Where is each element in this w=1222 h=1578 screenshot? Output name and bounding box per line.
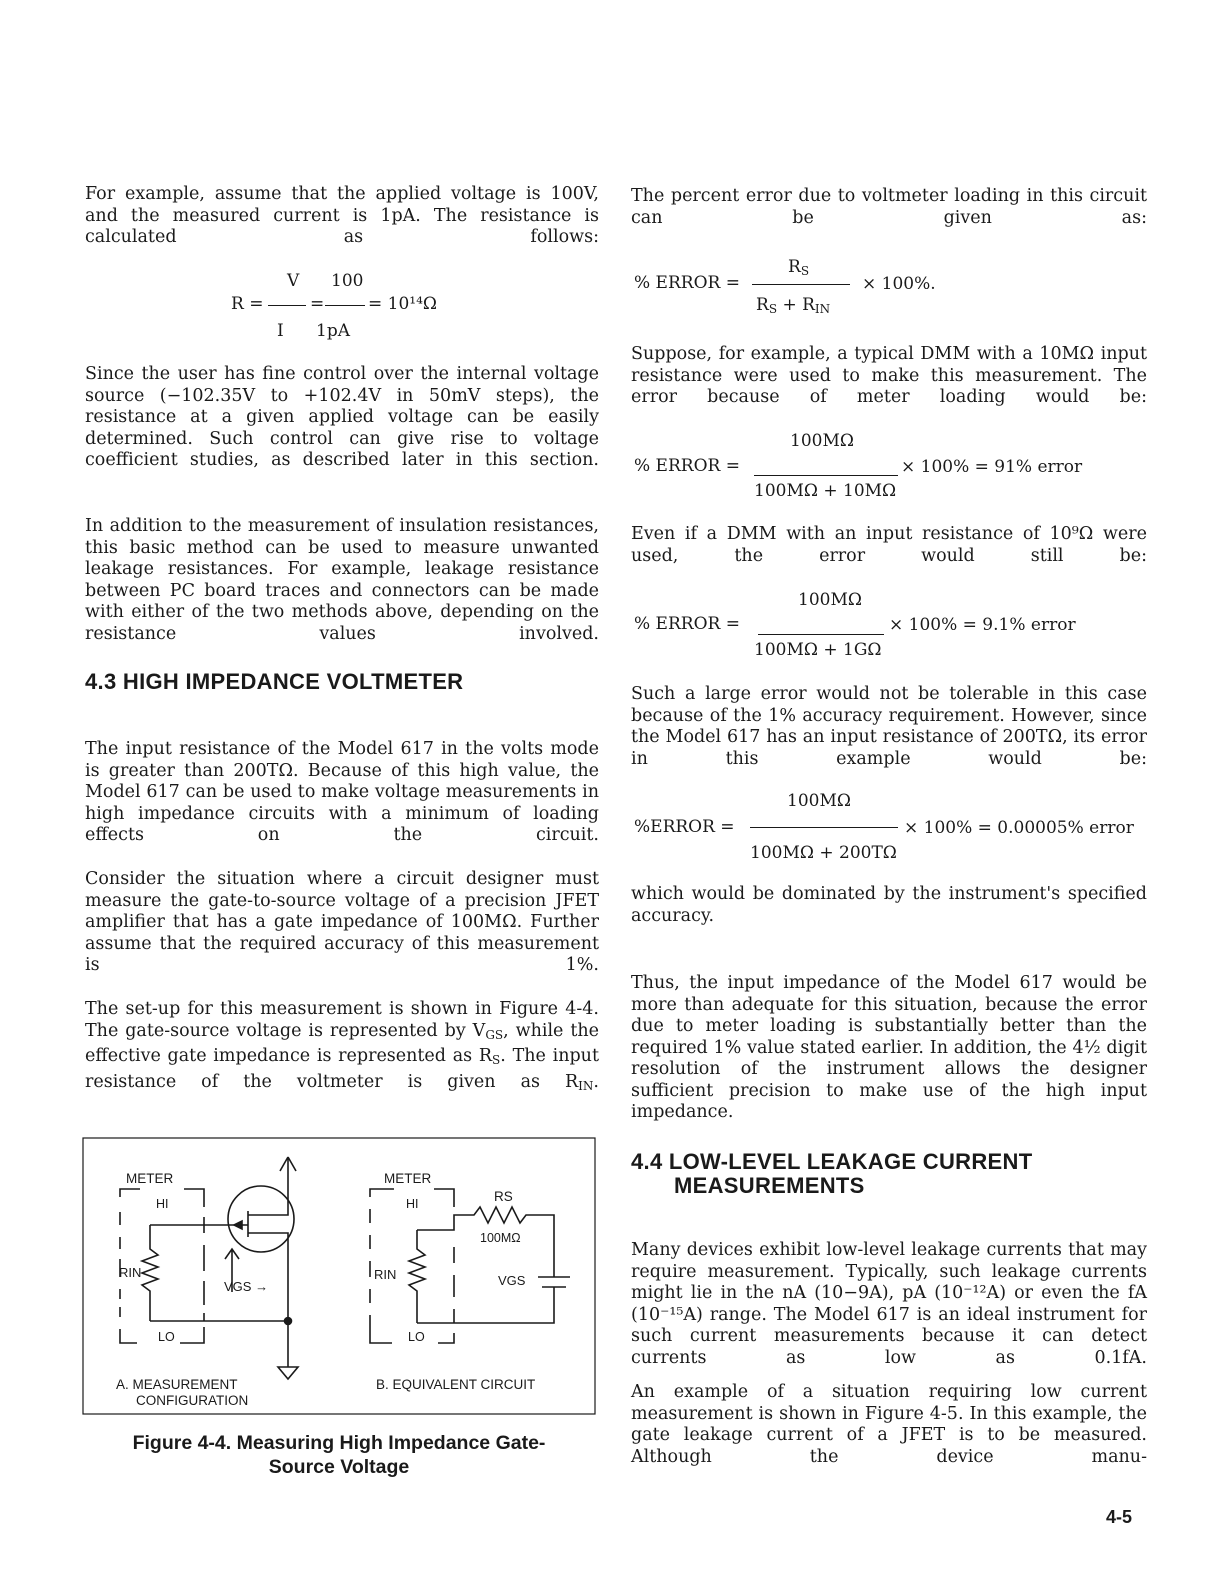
- eq1-label: % ERROR =: [634, 273, 740, 293]
- figure-caption: Figure 4-4. Measuring High Impedance Gate- Source Voltage: [132, 1432, 546, 1478]
- percent-error-intro: The percent error due to voltmeter loading in this circuit can be given as:: [631, 186, 1147, 228]
- rin-a-label: RIN: [119, 1265, 142, 1280]
- lo-b-label: LO: [408, 1330, 425, 1344]
- eq-v: V: [287, 271, 300, 291]
- thus-paragraph: Thus, the input impedance of the Model 617 would be more than adequate for this situation, because the error due to meter loading is substantially better than the required 1% value stated earlier. In addition, the 4½ digit resolution of the instrument allows the designer sufficient precision to make use of the high input impedance.: [631, 973, 1147, 1122]
- eq-i: I: [277, 321, 284, 341]
- caption-a-line2: CONFIGURATION: [136, 1393, 249, 1408]
- res-b-label: 100MΩ: [480, 1231, 521, 1245]
- hi-a-label: HI: [156, 1197, 169, 1211]
- figure-4-5-paragraph: An example of a situation requiring low current measurement is shown in Figure 4-5. In this example, the gate leakage current of a JFET is to be measured. Although the device manu-: [631, 1382, 1147, 1467]
- rin-b-label: RIN: [374, 1267, 397, 1282]
- rs-b-label: RS: [494, 1189, 513, 1204]
- eq1-tail: × 100%.: [862, 274, 936, 294]
- large-error-paragraph: Such a large error would not be tolerable in this case because of the 1% accuracy requirement. However, since the Model 617 has an input resistance of 200TΩ, its error in this example would be:: [631, 684, 1147, 769]
- vgs-b-label: VGS: [498, 1273, 526, 1288]
- voltage-source-paragraph: Since the user has fine control over the internal voltage source (−102.35V to +102.4V in 50mV steps), the resistance at a given applied voltage can be easily determined. Such control can give rise to voltage coefficient studies, as described later in this section.: [85, 364, 599, 470]
- meter-a-label: METER: [126, 1171, 174, 1186]
- eq-r: R =: [231, 294, 264, 314]
- fraction-bar-2: [325, 305, 365, 306]
- setup-paragraph: The set-up for this measurement is shown in Figure 4-4. The gate-source voltage is represented by $V_{GS}$, while the effective gate impedance is represented as $R_S$. The input resistance of the voltmeter is given as $R_{IN}$.: [85, 999, 599, 1093]
- dmm-1g-paragraph: Even if a DMM with an input resistance of 10⁹Ω were used, the error would still be:: [631, 524, 1147, 566]
- section-heading-4-3: 4.3 HIGH IMPEDANCE VOLTMETER: [85, 669, 464, 694]
- rin-a-resistor: [142, 1225, 158, 1321]
- jfet-leads: [204, 1157, 288, 1321]
- page-number: 4-5: [1106, 1507, 1133, 1527]
- figure-4-4: [82, 1137, 596, 1417]
- vgs-b-source: [538, 1277, 570, 1287]
- leakage-current-paragraph: Many devices exhibit low-level leakage currents that may require measurement. Typically, such leakage currents might lie in the nA (10−9A), pA (10⁻¹²A) or even the fA (10⁻¹⁵A) range. The Model 617 is an ideal instrument for such current measurements because it can detect currents as low as 0.1fA.: [631, 1240, 1147, 1368]
- eq-1pa: 1pA: [316, 321, 350, 341]
- meter-b-box: [370, 1189, 454, 1343]
- rin-b-resistor: [409, 1230, 425, 1323]
- caption-b: B. EQUIVALENT CIRCUIT: [376, 1377, 536, 1392]
- dominated-paragraph: which would be dominated by the instrument's specified accuracy.: [631, 884, 1147, 926]
- intro-paragraph: For example, assume that the applied voltage is 100V, and the measured current is 1pA. The resistance is calculated as follows:: [85, 184, 599, 247]
- caption-a-line1: A. MEASUREMENT: [116, 1377, 238, 1392]
- jfet-paragraph: Consider the situation where a circuit designer must measure the gate-to-source voltage of a precision JFET amplifier that has a gate impedance of 100MΩ. Further assume that the required accuracy of this measurement is 1%.: [85, 869, 599, 975]
- fraction-bar-1: [268, 305, 306, 306]
- hi-b-label: HI: [406, 1197, 419, 1211]
- section-heading-4-4: 4.4 LOW-LEVEL LEAKAGE CURRENT MEASUREMENTS: [631, 1149, 1033, 1198]
- leakage-paragraph: In addition to the measurement of insulation resistances, this basic method can be used to measure unwanted leakage resistances. For example, leakage resistance between PC board traces and connectors can be made with either of the two methods above, depending on the resistance values involved.: [85, 516, 599, 644]
- dmm-paragraph: Suppose, for example, a typical DMM with a 10MΩ input resistance were used to make this measurement. The error because of meter loading would be:: [631, 344, 1147, 407]
- jfet-symbol: [228, 1186, 294, 1252]
- lo-a-label: LO: [158, 1330, 175, 1344]
- eq-equals: =: [310, 294, 325, 314]
- ground-icon: [278, 1321, 298, 1379]
- input-resistance-paragraph: The input resistance of the Model 617 in the volts mode is greater than 200TΩ. Because of this high value, the Model 617 can be used to make voltage measurements in high impedance circuits with a minimum of loading effects on the circuit.: [85, 739, 599, 845]
- eq1-fraction-bar: [752, 284, 850, 285]
- vgs-a-label: VGS →: [224, 1279, 269, 1294]
- eq-result: = 10¹⁴Ω: [368, 294, 438, 314]
- eq-100: 100: [331, 271, 364, 291]
- meter-b-label: METER: [384, 1171, 432, 1186]
